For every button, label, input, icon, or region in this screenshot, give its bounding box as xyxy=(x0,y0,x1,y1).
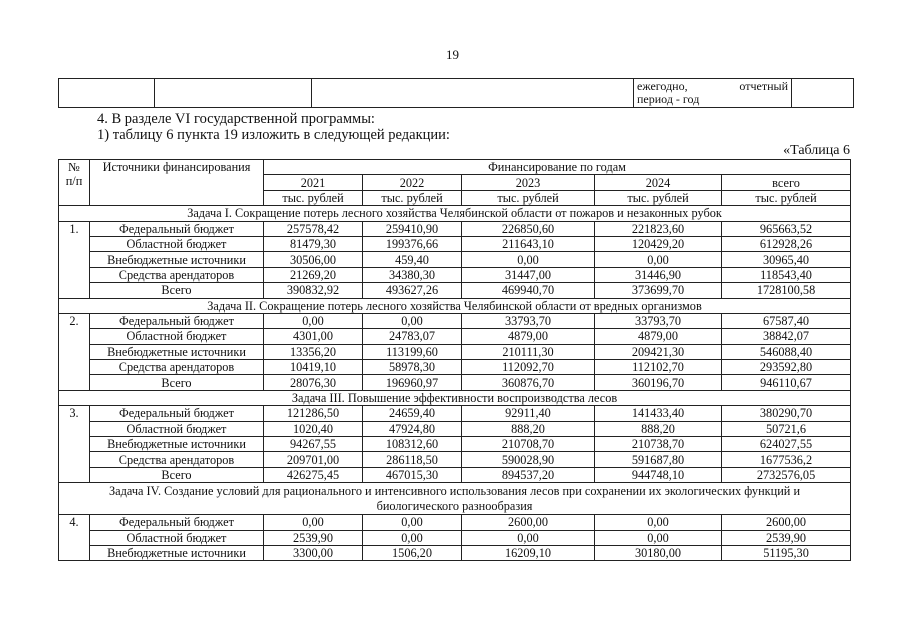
year-value: 34380,30 xyxy=(363,267,462,282)
table-row xyxy=(59,283,851,298)
total-value: 546088,40 xyxy=(722,344,851,359)
year-value: 13356,20 xyxy=(264,344,363,359)
total-value: 965663,52 xyxy=(722,221,851,236)
year-value: 1020,40 xyxy=(264,421,363,436)
funding-source: Средства арендаторов xyxy=(90,267,264,282)
total-value: 612928,26 xyxy=(722,236,851,251)
year-value: 0,00 xyxy=(363,515,462,530)
header-year: 2024 xyxy=(595,175,722,190)
year-value: 426275,45 xyxy=(264,467,363,482)
table-row xyxy=(59,421,851,436)
year-value: 113199,60 xyxy=(363,344,462,359)
total-value: 51195,30 xyxy=(722,545,851,560)
total-value: 38842,07 xyxy=(722,329,851,344)
year-value: 0,00 xyxy=(462,530,595,545)
top-empty-cell xyxy=(792,79,854,108)
year-value: 2539,90 xyxy=(264,530,363,545)
top-empty-cell xyxy=(155,79,312,108)
total-value: 67587,40 xyxy=(722,313,851,328)
year-value: 33793,70 xyxy=(595,313,722,328)
year-value: 112092,70 xyxy=(462,360,595,375)
year-value: 21269,20 xyxy=(264,267,363,282)
funding-source: Средства арендаторов xyxy=(90,452,264,467)
year-value: 30506,00 xyxy=(264,252,363,267)
table-row xyxy=(59,344,851,359)
year-value: 81479,30 xyxy=(264,236,363,251)
year-value: 30180,00 xyxy=(595,545,722,560)
year-value: 196960,97 xyxy=(363,375,462,390)
year-value: 199376,66 xyxy=(363,236,462,251)
task-number: 3. xyxy=(59,406,90,483)
year-value: 4879,00 xyxy=(595,329,722,344)
table-row xyxy=(59,267,851,282)
year-value: 108312,60 xyxy=(363,437,462,452)
header-source: Источники финансирования xyxy=(90,160,264,206)
top-empty-cell xyxy=(312,79,634,108)
year-value: 121286,50 xyxy=(264,406,363,421)
year-value: 590028,90 xyxy=(462,452,595,467)
year-value: 16209,10 xyxy=(462,545,595,560)
year-value: 210738,70 xyxy=(595,437,722,452)
header-unit: тыс. рублей xyxy=(264,190,363,205)
year-value: 493627,26 xyxy=(363,283,462,298)
header-funding: Финансирование по годам xyxy=(264,160,851,175)
task-title: Задача IV. Создание условий для рационального и интенсивного использования лесов при сохранении их экологических функций и биологического разнообразия xyxy=(59,483,851,515)
table-row xyxy=(59,329,851,344)
total-value: 50721,6 xyxy=(722,421,851,436)
total-value: 2732576,05 xyxy=(722,467,851,482)
year-value: 31447,00 xyxy=(462,267,595,282)
table-row xyxy=(59,515,851,530)
year-value: 0,00 xyxy=(264,515,363,530)
year-value: 0,00 xyxy=(462,252,595,267)
year-value: 469940,70 xyxy=(462,283,595,298)
table-row xyxy=(59,406,851,421)
header-number-line-2: п/п xyxy=(65,174,83,188)
year-value: 4879,00 xyxy=(462,329,595,344)
task-title-row xyxy=(59,206,851,221)
total-value: 2539,90 xyxy=(722,530,851,545)
funding-source: Средства арендаторов xyxy=(90,360,264,375)
top-period-cell xyxy=(634,79,792,108)
paragraph-table-edit: 1) таблицу 6 пункта 19 изложить в следующей редакции: xyxy=(97,127,450,143)
table-row xyxy=(59,313,851,328)
table-row xyxy=(59,375,851,390)
total-value: 946110,67 xyxy=(722,375,851,390)
year-value: 944748,10 xyxy=(595,467,722,482)
total-value: 380290,70 xyxy=(722,406,851,421)
funding-source: Федеральный бюджет xyxy=(90,313,264,328)
year-value: 47924,80 xyxy=(363,421,462,436)
year-value: 226850,60 xyxy=(462,221,595,236)
year-value: 0,00 xyxy=(363,530,462,545)
continuation-table-row xyxy=(58,78,854,108)
funding-source: Федеральный бюджет xyxy=(90,221,264,236)
task-number: 1. xyxy=(59,221,90,298)
header-unit: тыс. рублей xyxy=(363,190,462,205)
task-title: Задача III. Повышение эффективности воспроизводства лесов xyxy=(59,390,851,405)
year-value: 94267,55 xyxy=(264,437,363,452)
header-year: 2021 xyxy=(264,175,363,190)
year-value: 4301,00 xyxy=(264,329,363,344)
funding-source: Областной бюджет xyxy=(90,530,264,545)
header-unit: тыс. рублей xyxy=(462,190,595,205)
total-value: 118543,40 xyxy=(722,267,851,282)
year-value: 467015,30 xyxy=(363,467,462,482)
total-value: 293592,80 xyxy=(722,360,851,375)
year-value: 0,00 xyxy=(595,252,722,267)
header-year: 2022 xyxy=(363,175,462,190)
year-value: 390832,92 xyxy=(264,283,363,298)
year-value: 459,40 xyxy=(363,252,462,267)
year-value: 92911,40 xyxy=(462,406,595,421)
total-value: 1677536,2 xyxy=(722,452,851,467)
total-value: 1728100,58 xyxy=(722,283,851,298)
table-row xyxy=(59,437,851,452)
paragraph-section-change: 4. В разделе VI государственной программы: xyxy=(97,111,375,127)
task-title: Задача I. Сокращение потерь лесного хозяйства Челябинской области от пожаров и незаконных рубок xyxy=(59,206,851,221)
year-value: 112102,70 xyxy=(595,360,722,375)
header-total: всего xyxy=(722,175,851,190)
total-value: 2600,00 xyxy=(722,515,851,530)
funding-source: Внебюджетные источники xyxy=(90,344,264,359)
year-value: 0,00 xyxy=(363,313,462,328)
funding-source: Областной бюджет xyxy=(90,236,264,251)
task-number: 2. xyxy=(59,313,90,390)
year-value: 33793,70 xyxy=(462,313,595,328)
year-value: 209421,30 xyxy=(595,344,722,359)
year-value: 24783,07 xyxy=(363,329,462,344)
year-value: 120429,20 xyxy=(595,236,722,251)
year-value: 28076,30 xyxy=(264,375,363,390)
year-value: 3300,00 xyxy=(264,545,363,560)
header-unit: тыс. рублей xyxy=(722,190,851,205)
year-value: 58978,30 xyxy=(363,360,462,375)
year-value: 259410,90 xyxy=(363,221,462,236)
top-period-line-2: период - год xyxy=(637,92,700,106)
header-unit: тыс. рублей xyxy=(595,190,722,205)
funding-source: Всего xyxy=(90,283,264,298)
table-row xyxy=(59,467,851,482)
table-row xyxy=(59,530,851,545)
table-row xyxy=(59,452,851,467)
year-value: 1506,20 xyxy=(363,545,462,560)
top-period-word-1: ежегодно, xyxy=(637,79,688,93)
funding-table xyxy=(58,159,851,561)
table-row xyxy=(59,360,851,375)
top-period-word-2: отчетный xyxy=(739,79,788,93)
task-title: Задача II. Сокращение потерь лесного хозяйства Челябинской области от вредных организмов xyxy=(59,298,851,313)
year-value: 360876,70 xyxy=(462,375,595,390)
task-number: 4. xyxy=(59,515,90,561)
funding-source: Областной бюджет xyxy=(90,421,264,436)
year-value: 2600,00 xyxy=(462,515,595,530)
funding-source: Всего xyxy=(90,467,264,482)
funding-source: Внебюджетные источники xyxy=(90,437,264,452)
total-value: 624027,55 xyxy=(722,437,851,452)
table-row xyxy=(59,545,851,560)
funding-source: Внебюджетные источники xyxy=(90,545,264,560)
year-value: 0,00 xyxy=(595,530,722,545)
year-value: 373699,70 xyxy=(595,283,722,298)
task-title-row xyxy=(59,298,851,313)
year-value: 221823,60 xyxy=(595,221,722,236)
funding-source: Федеральный бюджет xyxy=(90,515,264,530)
table-label: «Таблица 6 xyxy=(783,143,850,158)
funding-source: Федеральный бюджет xyxy=(90,406,264,421)
year-value: 24659,40 xyxy=(363,406,462,421)
total-value: 30965,40 xyxy=(722,252,851,267)
year-value: 591687,80 xyxy=(595,452,722,467)
year-value: 888,20 xyxy=(462,421,595,436)
year-value: 209701,00 xyxy=(264,452,363,467)
header-number-line-1: № xyxy=(68,160,80,174)
table-row xyxy=(59,252,851,267)
table-row xyxy=(59,221,851,236)
year-value: 360196,70 xyxy=(595,375,722,390)
header-year: 2023 xyxy=(462,175,595,190)
year-value: 257578,42 xyxy=(264,221,363,236)
year-value: 141433,40 xyxy=(595,406,722,421)
task-title-row xyxy=(59,390,851,405)
year-value: 286118,50 xyxy=(363,452,462,467)
year-value: 10419,10 xyxy=(264,360,363,375)
funding-source: Всего xyxy=(90,375,264,390)
table-row xyxy=(59,236,851,251)
year-value: 894537,20 xyxy=(462,467,595,482)
year-value: 211643,10 xyxy=(462,236,595,251)
header-number xyxy=(59,160,90,206)
year-value: 31446,90 xyxy=(595,267,722,282)
year-value: 210708,70 xyxy=(462,437,595,452)
year-value: 0,00 xyxy=(264,313,363,328)
year-value: 888,20 xyxy=(595,421,722,436)
page-number: 19 xyxy=(446,47,459,62)
task-title-row xyxy=(59,483,851,515)
funding-source: Внебюджетные источники xyxy=(90,252,264,267)
year-value: 0,00 xyxy=(595,515,722,530)
top-empty-cell xyxy=(59,79,155,108)
funding-source: Областной бюджет xyxy=(90,329,264,344)
year-value: 210111,30 xyxy=(462,344,595,359)
